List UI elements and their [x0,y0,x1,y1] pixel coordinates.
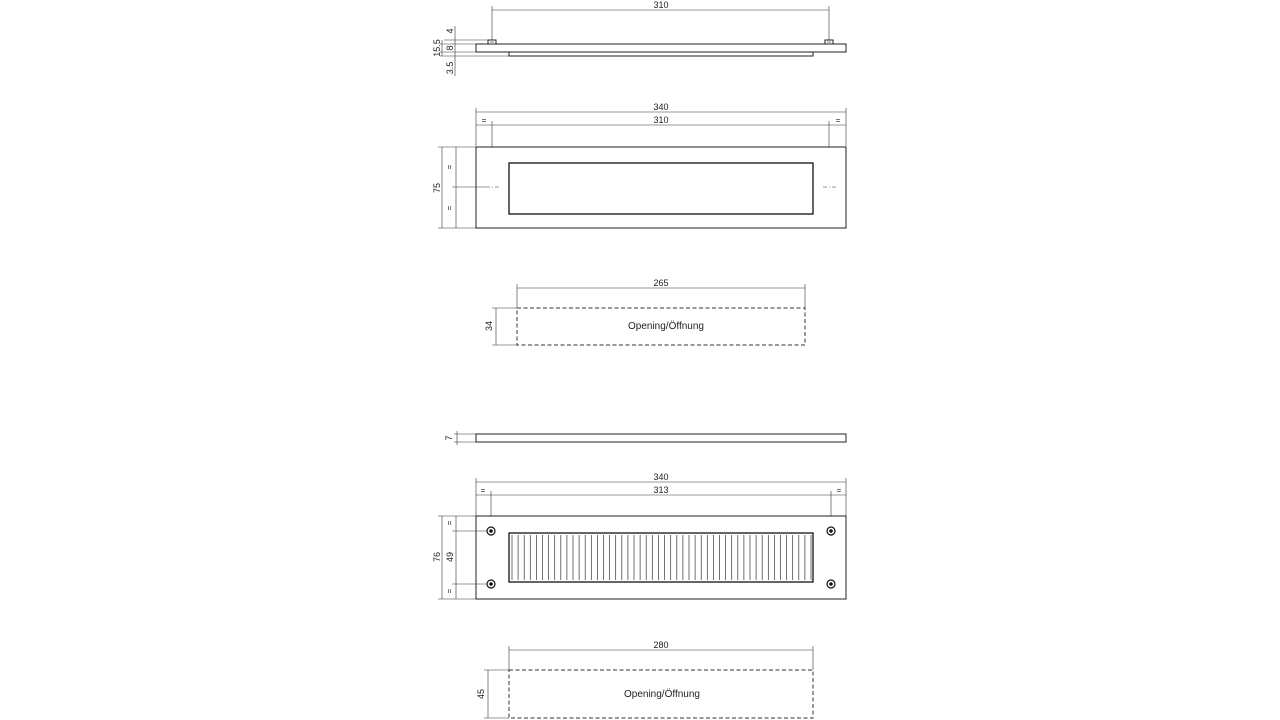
bottom-front-equal-upper: = [445,520,454,526]
top-side-width-label: 310 [653,0,669,10]
top-front-equal-lower: = [445,205,454,211]
top-front-height-label: 75 [432,182,442,194]
top-opening-width-label: 265 [653,278,669,288]
bottom-opening [476,640,813,718]
bottom-opening-width-label: 280 [653,640,669,650]
top-side-height-8: 8 [445,45,455,51]
bottom-front-hole-spacing-label: 313 [653,485,669,495]
top-front-view [432,102,846,228]
bottom-side-thickness-label: 7 [444,435,454,441]
bottom-plate-side [476,434,846,442]
screw-hole-bottom-left [487,580,495,588]
screw-hole-top-right [827,527,835,535]
bottom-front-equal-lower: = [445,588,454,594]
top-side-height-4: 4 [445,28,455,34]
top-plate-back-lip [509,52,813,56]
bottom-opening-label: Opening/Öffnung [624,689,700,700]
screw-hole-bottom-right [827,580,835,588]
bottom-front-equal-right: = [836,486,842,495]
bottom-front-view [432,472,846,599]
top-front-equal-right: = [835,116,841,125]
top-opening-label: Opening/Öffnung [628,321,704,332]
top-front-equal-upper: = [445,164,454,170]
bottom-side-view [444,431,846,445]
bottom-front-hole-vertical-label: 49 [445,551,455,563]
top-side-height-15-5: 15.5 [432,39,442,57]
bottom-opening-height-label: 45 [476,688,486,700]
bottom-front-equal-left: = [480,486,486,495]
top-plate-side [476,44,846,52]
top-front-equal-left: = [481,116,487,125]
top-side-view [432,0,846,76]
bottom-front-height-label: 76 [432,551,442,563]
bottom-front-overall-width-label: 340 [653,472,669,482]
top-opening-height-label: 34 [484,320,494,332]
top-side-height-3-5: 3.5 [445,61,455,75]
top-front-overall-width-label: 340 [653,102,669,112]
top-opening [484,278,805,345]
top-flap [509,163,813,214]
top-front-hole-spacing-label: 310 [653,115,669,125]
screw-hole-top-left [487,527,495,535]
